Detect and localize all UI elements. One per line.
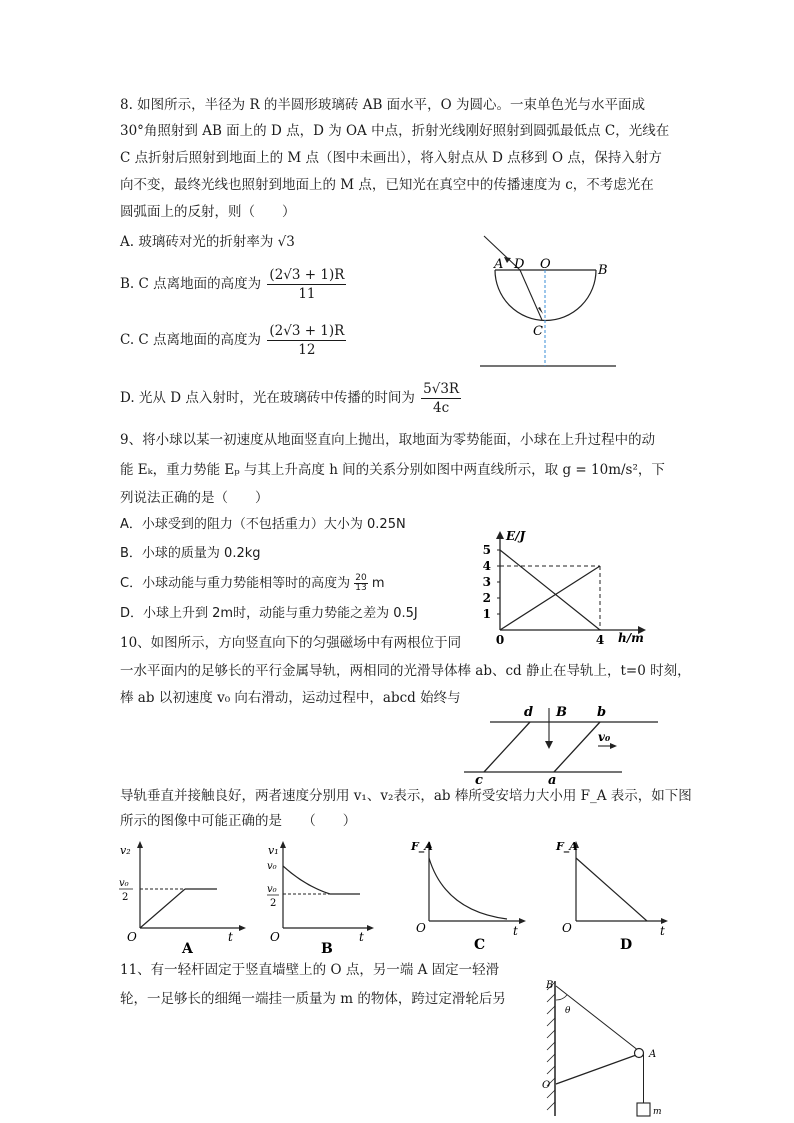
q9-option-c bbox=[120, 574, 384, 594]
theta-arc bbox=[556, 995, 567, 1000]
graph-b-mark-den: 2 bbox=[270, 898, 277, 909]
q8-option-b-fraction bbox=[267, 266, 346, 303]
velocity-arrow-icon bbox=[610, 743, 617, 749]
graph-b-mark-top: v₀ bbox=[267, 861, 277, 872]
rod-oa bbox=[556, 1054, 639, 1084]
graph-c-label: C bbox=[474, 937, 486, 953]
q8-glass-figure bbox=[470, 228, 630, 373]
q9-option-d: D．小球上升到 2m时，动能与重力势能之差为 0.5J bbox=[120, 606, 418, 621]
graph-b-curve bbox=[283, 866, 360, 894]
chart-y-label: E/J bbox=[506, 530, 526, 543]
graph-d-x-label: t bbox=[660, 924, 665, 938]
q8-option-a: A. 玻璃砖对光的折射率为 √3 bbox=[120, 234, 295, 250]
chart-x-label: h/m bbox=[618, 631, 644, 645]
y-tick-1: 1 bbox=[482, 607, 491, 621]
label-m: m bbox=[653, 1107, 662, 1117]
y-tick-3: 3 bbox=[482, 575, 491, 589]
graph-b-y-label: v₁ bbox=[268, 844, 279, 857]
q8-option-b bbox=[120, 266, 346, 303]
graph-b bbox=[267, 841, 374, 956]
q8-option-d-numerator: 5√3R bbox=[423, 381, 460, 397]
q8-option-b-denominator: 11 bbox=[298, 286, 316, 302]
refracted-ray bbox=[520, 270, 542, 320]
graph-a-y-arrow-icon bbox=[137, 841, 143, 848]
q9-option-a: A．小球受到的阻力（不包括重力）大小为 0.25N bbox=[120, 517, 406, 532]
graph-b-y-arrow-icon bbox=[280, 841, 286, 848]
q10-line-3: 棒 ab 以初速度 v₀ 向右滑动，运动过程中，abcd 始终与 bbox=[120, 690, 461, 706]
graph-a-y-label: v₂ bbox=[120, 844, 131, 857]
label-b: b bbox=[597, 705, 607, 720]
q11-line-2: 轮，一足够长的细绳一端挂一质量为 m 的物体，跨过定滑轮后另 bbox=[120, 991, 506, 1007]
q8-option-b-numerator: (2√3 + 1)R bbox=[269, 267, 345, 283]
label-b-field: B bbox=[556, 705, 567, 720]
q8-option-c-numerator: (2√3 + 1)R bbox=[269, 323, 345, 339]
label-v0: v₀ bbox=[598, 730, 611, 744]
q9-option-c-numerator: 20 bbox=[355, 573, 367, 583]
q9-line-2: 能 Eₖ，重力势能 Eₚ 与其上升高度 h 间的关系分别如图中两直线所示，取 g = 10m/s²，下 bbox=[120, 462, 665, 478]
y-axis-arrow-icon bbox=[496, 531, 504, 539]
q8-option-c-fraction bbox=[267, 322, 346, 359]
label-c: c bbox=[475, 773, 483, 788]
x-tick-4: 4 bbox=[595, 633, 605, 647]
q10-line-1: 10、如图所示，方向竖直向下的匀强磁场中有两根位于同 bbox=[120, 635, 462, 651]
label-a: A bbox=[494, 257, 504, 272]
label-b: B bbox=[598, 263, 608, 278]
graph-d-line bbox=[576, 858, 647, 921]
q8-option-d-prefix: D. 光从 D 点入射时，光在玻璃砖中传播的时间为 bbox=[120, 390, 415, 406]
graph-c-y-label: F_A bbox=[411, 840, 433, 853]
graph-a-ramp bbox=[140, 889, 185, 928]
graph-c-x-label: t bbox=[513, 924, 518, 938]
chart-y-ticks bbox=[483, 543, 500, 621]
q9-line-1: 9、将小球以某一初速度从地面竖直向上抛出，取地面为零势能面，小球在上升过程中的动 bbox=[120, 432, 656, 448]
q10-line-5: 所示的图像中可能正确的是 （ ） bbox=[120, 813, 357, 829]
graph-a-label: A bbox=[182, 941, 193, 956]
chart-series bbox=[500, 550, 600, 630]
graph-b-x-label: t bbox=[359, 930, 364, 944]
chart-x-ticks bbox=[496, 633, 604, 647]
q9-option-c-denominator: 13 bbox=[355, 583, 367, 593]
rod-ab bbox=[554, 722, 600, 772]
q8-line-2: 30°角照射到 AB 面上的 D 点，D 为 OA 中点，折射光线刚好照射到圆弧最低点 C，光线在 bbox=[120, 123, 670, 139]
q9-option-c-fraction bbox=[354, 574, 367, 593]
graph-c-curve bbox=[429, 858, 507, 919]
graph-c-origin: O bbox=[416, 921, 426, 935]
graph-b-x-arrow-icon bbox=[367, 925, 374, 931]
graph-b-label: B bbox=[321, 941, 333, 956]
graph-d bbox=[555, 840, 668, 953]
series-Ek bbox=[500, 550, 600, 630]
q8-option-b-prefix: B. C 点离地面的高度为 bbox=[120, 276, 262, 292]
q8-line-3: C 点折射后照射到地面上的 M 点（图中未画出），将入射点从 D 点移到 O 点，保持入射方 bbox=[120, 150, 662, 166]
q10-answer-graphs bbox=[115, 836, 685, 956]
graph-b-mark-num: v₀ bbox=[267, 884, 277, 895]
mass-block bbox=[637, 1103, 650, 1116]
q8-line-4: 向不变，最终光线也照射到地面上的 M 点，已知光在真空中的传播速度为 c，不考虑光在 bbox=[120, 177, 654, 193]
graph-a-x-label: t bbox=[228, 930, 233, 944]
q8-option-d-fraction bbox=[421, 380, 461, 417]
rope-ba bbox=[556, 986, 639, 1051]
pulley-icon bbox=[635, 1049, 644, 1058]
label-a: A bbox=[649, 1049, 657, 1060]
graph-d-y-label: F_A bbox=[556, 840, 578, 853]
label-b: B bbox=[546, 980, 554, 991]
q9-line-3: 列说法正确的是（ ） bbox=[120, 490, 269, 506]
y-tick-4: 4 bbox=[482, 559, 491, 573]
q9-option-c-prefix: C．小球动能与重力势能相等时的高度为 bbox=[120, 576, 351, 591]
label-c: C bbox=[533, 324, 543, 339]
graph-a-mark-num: v₀ bbox=[119, 878, 129, 889]
y-tick-5: 5 bbox=[482, 543, 491, 557]
q8-line-1: 8. 如图所示，半径为 R 的半圆形玻璃砖 AB 面水平，O 为圆心。一束单色光与水平面成 bbox=[120, 97, 646, 113]
q8-option-c bbox=[120, 322, 346, 359]
q9-option-b: B．小球的质量为 0.2kg bbox=[120, 546, 261, 561]
graph-a bbox=[119, 841, 246, 956]
q9-energy-chart bbox=[478, 530, 658, 650]
label-theta: θ bbox=[565, 1006, 571, 1016]
q10-line-2: 一水平面内的足够长的平行金属导轨，两相同的光滑导体棒 ab、cd 静止在导轨上，t=0 时刻， bbox=[120, 663, 691, 679]
field-b-arrow-icon bbox=[545, 741, 553, 749]
q8-option-d-denominator: 4c bbox=[433, 400, 450, 416]
graph-c bbox=[410, 840, 526, 953]
graph-d-origin: O bbox=[562, 921, 572, 935]
q8-option-c-prefix: C. C 点离地面的高度为 bbox=[120, 332, 262, 348]
q11-line-1: 11、有一轻杆固定于竖直墙壁上的 O 点，另一端 A 固定一轻滑 bbox=[120, 962, 500, 978]
q10-rails-figure bbox=[462, 700, 662, 788]
rod-cd bbox=[484, 722, 530, 772]
q8-option-d bbox=[120, 380, 461, 417]
q10-line-4: 导轨垂直并接触良好，两者速度分别用 v₁、v₂表示，ab 棒所受安培力大小用 F_A 表示，如下图 bbox=[120, 788, 692, 804]
graph-a-mark-den: 2 bbox=[122, 892, 129, 903]
graph-a-x-arrow-icon bbox=[239, 925, 246, 931]
graph-c-x-arrow-icon bbox=[519, 918, 526, 924]
q8-line-5: 圆弧面上的反射，则（ ） bbox=[120, 204, 296, 220]
label-d: d bbox=[524, 705, 534, 720]
series-Ep bbox=[500, 566, 600, 630]
label-a: a bbox=[548, 773, 557, 788]
label-o: O bbox=[542, 1080, 551, 1091]
q8-option-c-denominator: 12 bbox=[298, 342, 316, 358]
label-d: D bbox=[514, 257, 525, 272]
x-tick-0: 0 bbox=[495, 633, 505, 647]
graph-b-origin: O bbox=[270, 930, 280, 944]
label-o: O bbox=[540, 257, 551, 272]
graph-d-label: D bbox=[620, 937, 633, 953]
graph-a-origin: O bbox=[127, 930, 137, 944]
y-tick-2: 2 bbox=[482, 591, 491, 605]
q9-option-c-suffix: m bbox=[371, 576, 385, 591]
q11-pulley-figure bbox=[535, 976, 675, 1121]
